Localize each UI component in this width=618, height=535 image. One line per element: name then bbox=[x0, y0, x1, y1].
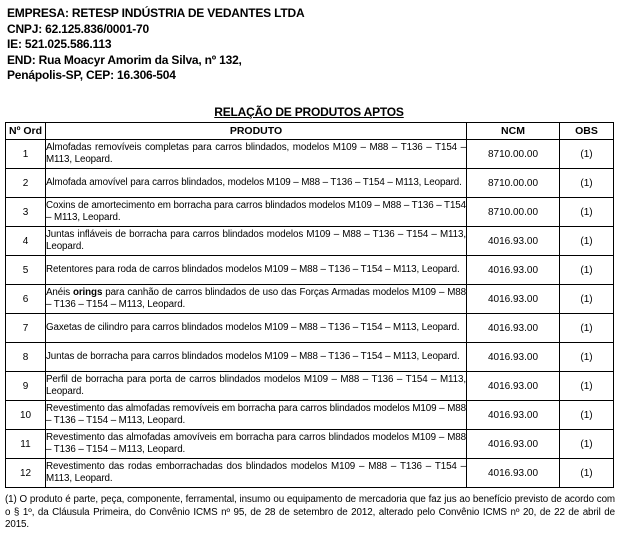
row-ncm: 8710.00.00 bbox=[467, 169, 560, 198]
table-row bbox=[6, 256, 614, 285]
row-ncm: 4016.93.00 bbox=[467, 459, 560, 488]
table-row bbox=[6, 314, 614, 343]
row-product: Retentores para roda de carros blindados modelos M109 – M88 – T136 – T154 – M113, Leopard. bbox=[46, 256, 467, 285]
table-row bbox=[6, 459, 614, 488]
table-row bbox=[6, 140, 614, 169]
row-obs: (1) bbox=[560, 285, 614, 314]
company-header bbox=[7, 6, 304, 84]
row-ord: 1 bbox=[6, 140, 46, 169]
row-obs: (1) bbox=[560, 169, 614, 198]
company-cnpj: CNPJ: 62.125.836/0001-70 bbox=[7, 21, 149, 36]
row-product: Revestimento das almofadas amovíveis em borracha para carros blindados modelos M109 – M88 – T136 – T154 – M113, Leopard. bbox=[46, 430, 467, 459]
row-obs: (1) bbox=[560, 401, 614, 430]
header-ncm: NCM bbox=[467, 123, 560, 140]
table-row bbox=[6, 285, 614, 314]
row-ord: 12 bbox=[6, 459, 46, 488]
table-row bbox=[6, 343, 614, 372]
row-ord: 2 bbox=[6, 169, 46, 198]
row-product: Almofadas removíveis completas para carros blindados, modelos M109 – M88 – T136 – T154 – M113, Leopard. bbox=[46, 140, 467, 169]
table-header-row bbox=[6, 123, 614, 140]
row-obs: (1) bbox=[560, 430, 614, 459]
row-ord: 9 bbox=[6, 372, 46, 401]
table-row bbox=[6, 401, 614, 430]
product-text-pre: Anéis bbox=[46, 287, 73, 298]
row-obs: (1) bbox=[560, 459, 614, 488]
row-obs: (1) bbox=[560, 140, 614, 169]
row-ncm: 4016.93.00 bbox=[467, 401, 560, 430]
row-product: Gaxetas de cilindro para carros blindados modelos M109 – M88 – T136 – T154 – M113, Leopard. bbox=[46, 314, 467, 343]
row-ncm: 4016.93.00 bbox=[467, 343, 560, 372]
footnote: (1) O produto é parte, peça, componente, ferramental, insumo ou equipamento de mercadoria que faz jus ao benefício previsto de acordo com o § 1º, da Cláusula Primeira, do Convênio ICMS nº 95, de 28 de setembro de 2012, alterado pelo Convênio ICMS nº 20, de 22 de abril de 2015. bbox=[5, 494, 615, 531]
row-obs: (1) bbox=[560, 256, 614, 285]
product-text-bold: orings bbox=[72, 287, 103, 298]
row-ord: 11 bbox=[6, 430, 46, 459]
row-ncm: 4016.93.00 bbox=[467, 227, 560, 256]
row-ncm: 4016.93.00 bbox=[467, 372, 560, 401]
row-ncm: 4016.93.00 bbox=[467, 314, 560, 343]
row-ncm: 8710.00.00 bbox=[467, 140, 560, 169]
row-ord: 4 bbox=[6, 227, 46, 256]
company-address-line2: Penápolis-SP, CEP: 16.306-504 bbox=[7, 68, 176, 83]
row-product: Juntas de borracha para carros blindados modelos M109 – M88 – T136 – T154 – M113, Leopard. bbox=[46, 343, 467, 372]
row-obs: (1) bbox=[560, 343, 614, 372]
table-row bbox=[6, 169, 614, 198]
row-product: Coxins de amortecimento em borracha para carros blindados modelos M109 – M88 – T136 – T154 – M113, Leopard. bbox=[46, 198, 467, 227]
row-ord: 5 bbox=[6, 256, 46, 285]
row-product: Revestimento das rodas emborrachadas dos blindados modelos M109 – M88 – T136 – T154 – M113, Leopard. bbox=[46, 459, 467, 488]
header-product: PRODUTO bbox=[46, 123, 467, 140]
row-ord: 3 bbox=[6, 198, 46, 227]
table-row bbox=[6, 430, 614, 459]
product-text-post: para canhão de carros blindados de uso das Forças Armadas modelos M109 – M88 – T136 – T154 – M113, Leopard. bbox=[46, 287, 466, 310]
company-ie: IE: 521.025.586.113 bbox=[7, 37, 112, 52]
header-ord: Nº Ord bbox=[6, 123, 46, 140]
row-obs: (1) bbox=[560, 372, 614, 401]
table-row bbox=[6, 227, 614, 256]
row-obs: (1) bbox=[560, 198, 614, 227]
table-row bbox=[6, 372, 614, 401]
header-obs: OBS bbox=[560, 123, 614, 140]
products-table bbox=[5, 122, 614, 488]
row-ord: 10 bbox=[6, 401, 46, 430]
row-ord: 6 bbox=[6, 285, 46, 314]
row-product: Almofada amovível para carros blindados, modelos M109 – M88 – T136 – T154 – M113, Leopard. bbox=[46, 169, 467, 198]
row-product: Juntas infláveis de borracha para carros blindados modelos M109 – M88 – T136 – T154 – M113, Leopard. bbox=[46, 227, 467, 256]
row-obs: (1) bbox=[560, 227, 614, 256]
row-product bbox=[46, 285, 467, 314]
row-ncm: 4016.93.00 bbox=[467, 285, 560, 314]
row-ord: 8 bbox=[6, 343, 46, 372]
row-ncm: 8710.00.00 bbox=[467, 198, 560, 227]
company-name: EMPRESA: RETESP INDÚSTRIA DE VEDANTES LTDA bbox=[7, 6, 305, 20]
row-ncm: 4016.93.00 bbox=[467, 430, 560, 459]
row-product: Revestimento das almofadas removíveis em borracha para carros blindados modelos M109 – M88 – T136 – T154 – M113, Leopard. bbox=[46, 401, 467, 430]
table-row bbox=[6, 198, 614, 227]
row-ord: 7 bbox=[6, 314, 46, 343]
company-address-line1: END: Rua Moacyr Amorim da Silva, nº 132, bbox=[7, 52, 242, 67]
row-obs: (1) bbox=[560, 314, 614, 343]
document-title: RELAÇÃO DE PRODUTOS APTOS bbox=[214, 105, 404, 119]
row-ncm: 4016.93.00 bbox=[467, 256, 560, 285]
row-product: Perfil de borracha para porta de carros blindados modelos M109 – M88 – T136 – T154 – M113, Leopard. bbox=[46, 372, 467, 401]
